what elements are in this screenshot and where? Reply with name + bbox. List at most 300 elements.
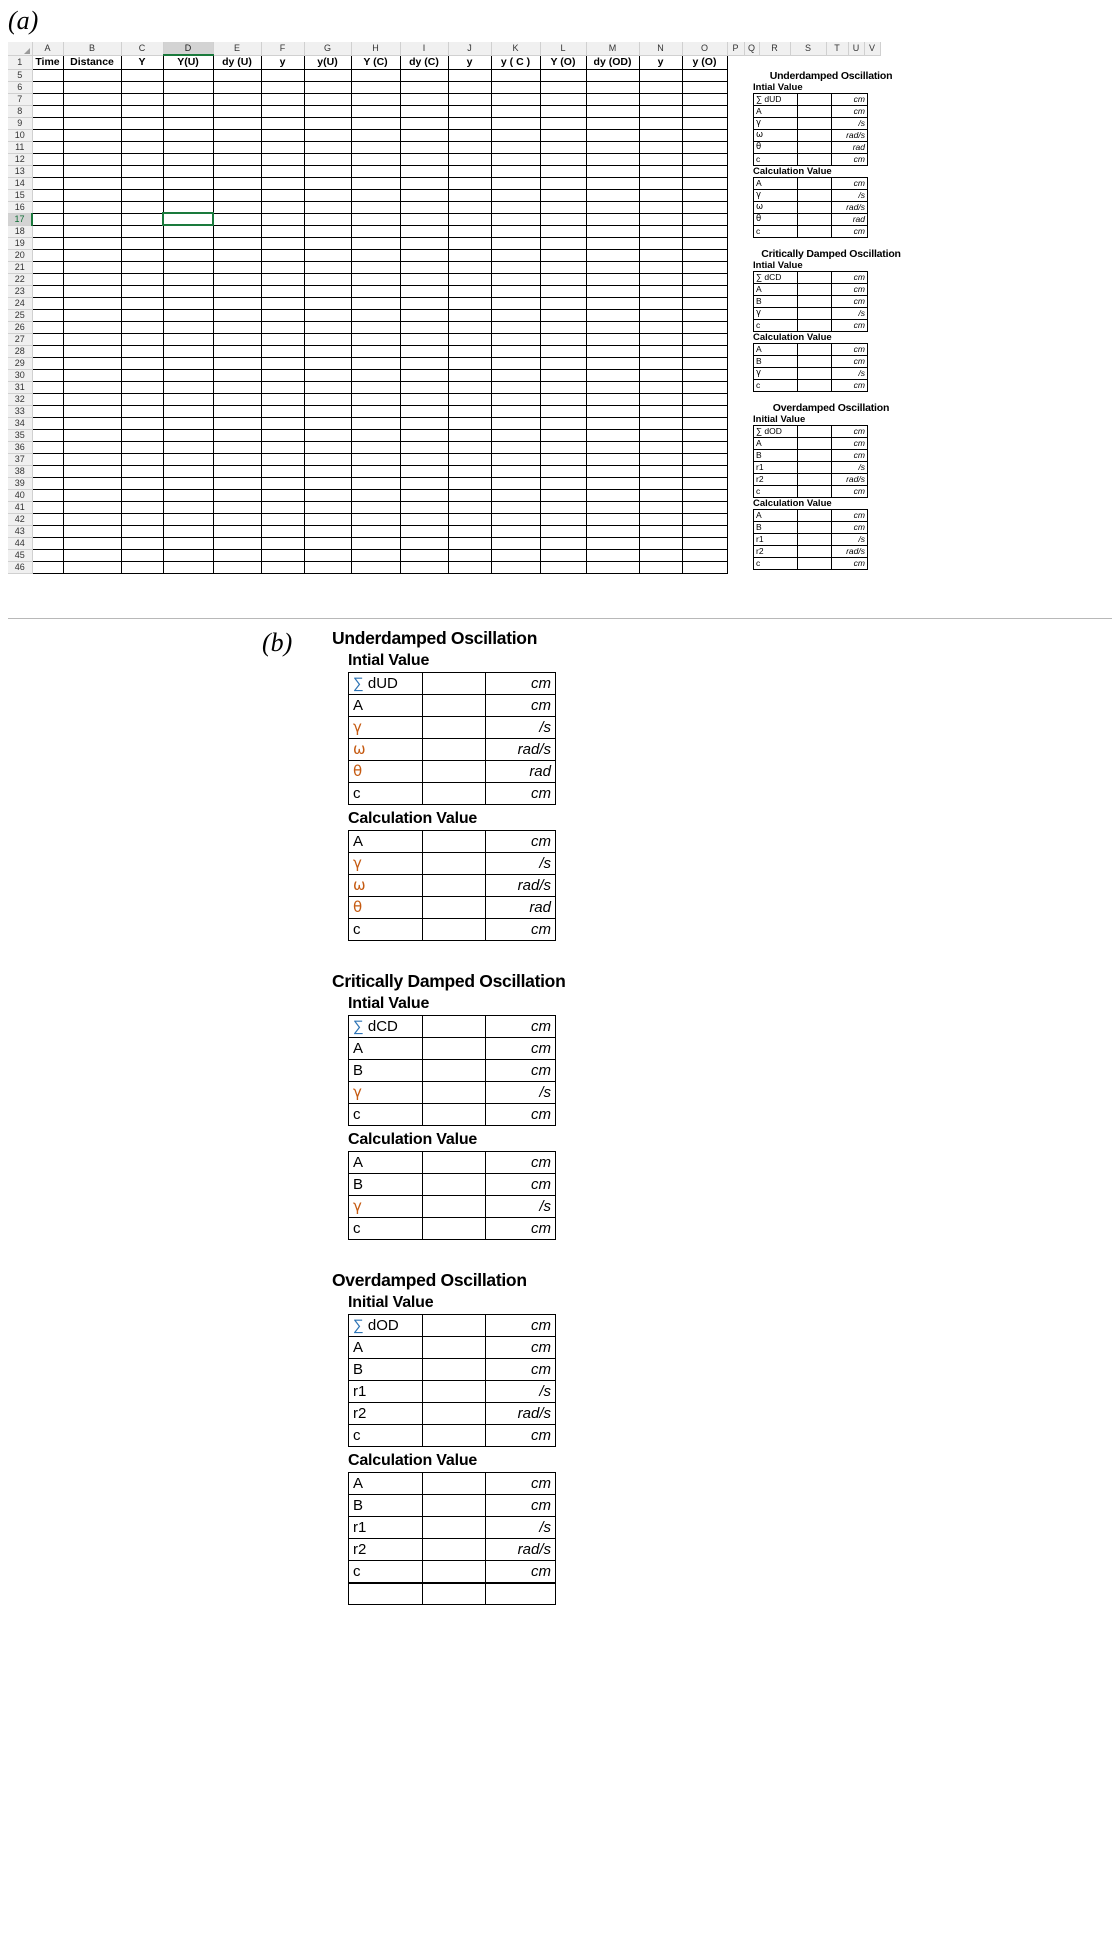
param-value-input[interactable] xyxy=(798,190,832,202)
cell-F21[interactable] xyxy=(261,261,304,273)
column-header-o[interactable]: O xyxy=(682,42,727,55)
param-row[interactable] xyxy=(754,558,868,570)
param-value-input[interactable] xyxy=(423,695,485,717)
param-row[interactable] xyxy=(349,1495,556,1517)
param-value-input[interactable] xyxy=(798,296,832,308)
cell-I26[interactable] xyxy=(400,321,448,333)
row-header-25[interactable]: 25 xyxy=(8,309,32,321)
cell-B44[interactable] xyxy=(63,537,121,549)
cell-K39[interactable] xyxy=(491,477,540,489)
cell-E30[interactable] xyxy=(213,369,261,381)
cell-C19[interactable] xyxy=(121,237,163,249)
cell-D11[interactable] xyxy=(163,141,213,153)
cell-B13[interactable] xyxy=(63,165,121,177)
cell-G18[interactable] xyxy=(304,225,351,237)
cell-I37[interactable] xyxy=(400,453,448,465)
cell-E39[interactable] xyxy=(213,477,261,489)
cell-B18[interactable] xyxy=(63,225,121,237)
cell-D45[interactable] xyxy=(163,549,213,561)
column-header-l[interactable]: L xyxy=(540,42,586,55)
cell-O11[interactable] xyxy=(682,141,727,153)
cell-F42[interactable] xyxy=(261,513,304,525)
param-value-input[interactable] xyxy=(423,1359,485,1381)
cell-J27[interactable] xyxy=(448,333,491,345)
cell-I44[interactable] xyxy=(400,537,448,549)
cell-H32[interactable] xyxy=(351,393,400,405)
cell-H44[interactable] xyxy=(351,537,400,549)
cell-D15[interactable] xyxy=(163,189,213,201)
cell-I32[interactable] xyxy=(400,393,448,405)
cell-B25[interactable] xyxy=(63,309,121,321)
cell-F28[interactable] xyxy=(261,345,304,357)
cell-L26[interactable] xyxy=(540,321,586,333)
cell-E41[interactable] xyxy=(213,501,261,513)
param-row[interactable] xyxy=(349,1425,556,1447)
cell-M11[interactable] xyxy=(586,141,639,153)
cell-C44[interactable] xyxy=(121,537,163,549)
param-row[interactable] xyxy=(349,1174,556,1196)
row-header-32[interactable]: 32 xyxy=(8,393,32,405)
cell-N31[interactable] xyxy=(639,381,682,393)
param-value-input[interactable] xyxy=(798,356,832,368)
cell-C29[interactable] xyxy=(121,357,163,369)
cell-B24[interactable] xyxy=(63,297,121,309)
column-header-b[interactable]: B xyxy=(63,42,121,55)
param-row[interactable] xyxy=(349,1517,556,1539)
param-row[interactable] xyxy=(349,1196,556,1218)
param-row[interactable] xyxy=(754,190,868,202)
param-value-input[interactable] xyxy=(423,897,485,919)
cell-O12[interactable] xyxy=(682,153,727,165)
cell-K18[interactable] xyxy=(491,225,540,237)
cell-C39[interactable] xyxy=(121,477,163,489)
cell-O42[interactable] xyxy=(682,513,727,525)
cell-D27[interactable] xyxy=(163,333,213,345)
cell-A8[interactable] xyxy=(32,105,63,117)
cell-B40[interactable] xyxy=(63,489,121,501)
cell-O34[interactable] xyxy=(682,417,727,429)
cell-M45[interactable] xyxy=(586,549,639,561)
row-header-21[interactable]: 21 xyxy=(8,261,32,273)
column-header-t[interactable]: T xyxy=(826,42,848,55)
cell-D22[interactable] xyxy=(163,273,213,285)
cell-M10[interactable] xyxy=(586,129,639,141)
cell-B31[interactable] xyxy=(63,381,121,393)
cell-N42[interactable] xyxy=(639,513,682,525)
cell-M16[interactable] xyxy=(586,201,639,213)
cell-G32[interactable] xyxy=(304,393,351,405)
cell-E32[interactable] xyxy=(213,393,261,405)
cell-D35[interactable] xyxy=(163,429,213,441)
cell-B46[interactable] xyxy=(63,561,121,573)
param-row[interactable] xyxy=(754,462,868,474)
cell-B43[interactable] xyxy=(63,525,121,537)
column-header-c[interactable]: C xyxy=(121,42,163,55)
cell-O15[interactable] xyxy=(682,189,727,201)
cell-F30[interactable] xyxy=(261,369,304,381)
cell-G42[interactable] xyxy=(304,513,351,525)
cell-L43[interactable] xyxy=(540,525,586,537)
cell-C33[interactable] xyxy=(121,405,163,417)
cell-D17[interactable] xyxy=(163,213,213,225)
cell-I18[interactable] xyxy=(400,225,448,237)
cell-N25[interactable] xyxy=(639,309,682,321)
cell-F9[interactable] xyxy=(261,117,304,129)
cell-M34[interactable] xyxy=(586,417,639,429)
cell-G33[interactable] xyxy=(304,405,351,417)
row-header-12[interactable]: 12 xyxy=(8,153,32,165)
cell-I17[interactable] xyxy=(400,213,448,225)
cell-M46[interactable] xyxy=(586,561,639,573)
cell-E45[interactable] xyxy=(213,549,261,561)
param-row[interactable] xyxy=(349,897,556,919)
cell-P1[interactable] xyxy=(727,55,744,69)
cell-O40[interactable] xyxy=(682,489,727,501)
param-row[interactable] xyxy=(754,226,868,238)
cell-C31[interactable] xyxy=(121,381,163,393)
calculation-value-table[interactable] xyxy=(753,343,868,392)
row-header-15[interactable]: 15 xyxy=(8,189,32,201)
cell-C30[interactable] xyxy=(121,369,163,381)
cell-H17[interactable] xyxy=(351,213,400,225)
param-row[interactable] xyxy=(754,426,868,438)
param-row[interactable] xyxy=(349,1016,556,1038)
param-value-input[interactable] xyxy=(423,1517,485,1539)
cell-G41[interactable] xyxy=(304,501,351,513)
cell-O16[interactable] xyxy=(682,201,727,213)
cell-N32[interactable] xyxy=(639,393,682,405)
cell-H15[interactable] xyxy=(351,189,400,201)
cell-B11[interactable] xyxy=(63,141,121,153)
cell-L8[interactable] xyxy=(540,105,586,117)
cell-B6[interactable] xyxy=(63,81,121,93)
cell-O27[interactable] xyxy=(682,333,727,345)
cell-M9[interactable] xyxy=(586,117,639,129)
param-row[interactable] xyxy=(754,178,868,190)
cell-G26[interactable] xyxy=(304,321,351,333)
cell-L32[interactable] xyxy=(540,393,586,405)
column-header-q[interactable]: Q xyxy=(744,42,759,55)
row-header-19[interactable]: 19 xyxy=(8,237,32,249)
cell-I23[interactable] xyxy=(400,285,448,297)
cell-G22[interactable] xyxy=(304,273,351,285)
cell-L22[interactable] xyxy=(540,273,586,285)
cell-G27[interactable] xyxy=(304,333,351,345)
cell-J8[interactable] xyxy=(448,105,491,117)
cell-M6[interactable] xyxy=(586,81,639,93)
cell-M13[interactable] xyxy=(586,165,639,177)
cell-K26[interactable] xyxy=(491,321,540,333)
cell-L24[interactable] xyxy=(540,297,586,309)
row-header-36[interactable]: 36 xyxy=(8,441,32,453)
cell-B33[interactable] xyxy=(63,405,121,417)
cell-K35[interactable] xyxy=(491,429,540,441)
cell-D39[interactable] xyxy=(163,477,213,489)
cell-G10[interactable] xyxy=(304,129,351,141)
cell-K22[interactable] xyxy=(491,273,540,285)
cell-A44[interactable] xyxy=(32,537,63,549)
cell-L30[interactable] xyxy=(540,369,586,381)
cell-M23[interactable] xyxy=(586,285,639,297)
cell-N38[interactable] xyxy=(639,465,682,477)
cell-G31[interactable] xyxy=(304,381,351,393)
cell-I8[interactable] xyxy=(400,105,448,117)
cell-D25[interactable] xyxy=(163,309,213,321)
cell-E37[interactable] xyxy=(213,453,261,465)
cell-N33[interactable] xyxy=(639,405,682,417)
cell-M24[interactable] xyxy=(586,297,639,309)
cell-I45[interactable] xyxy=(400,549,448,561)
cell-B42[interactable] xyxy=(63,513,121,525)
cell-M15[interactable] xyxy=(586,189,639,201)
cell-E15[interactable] xyxy=(213,189,261,201)
param-row[interactable] xyxy=(349,739,556,761)
cell-J23[interactable] xyxy=(448,285,491,297)
cell-C28[interactable] xyxy=(121,345,163,357)
cell-O45[interactable] xyxy=(682,549,727,561)
cell-C34[interactable] xyxy=(121,417,163,429)
cell-H25[interactable] xyxy=(351,309,400,321)
param-row[interactable] xyxy=(349,1584,556,1605)
cell-A27[interactable] xyxy=(32,333,63,345)
cell-L41[interactable] xyxy=(540,501,586,513)
cell-E31[interactable] xyxy=(213,381,261,393)
cell-F7[interactable] xyxy=(261,93,304,105)
cell-N45[interactable] xyxy=(639,549,682,561)
cell-A13[interactable] xyxy=(32,165,63,177)
cell-L36[interactable] xyxy=(540,441,586,453)
cell-L27[interactable] xyxy=(540,333,586,345)
cell-D21[interactable] xyxy=(163,261,213,273)
row-header-38[interactable]: 38 xyxy=(8,465,32,477)
cell-C27[interactable] xyxy=(121,333,163,345)
cell-L35[interactable] xyxy=(540,429,586,441)
param-value-input[interactable] xyxy=(423,1561,485,1583)
cell-O21[interactable] xyxy=(682,261,727,273)
cell-A17[interactable] xyxy=(32,213,63,225)
cell-K20[interactable] xyxy=(491,249,540,261)
cell-M12[interactable] xyxy=(586,153,639,165)
cell-D43[interactable] xyxy=(163,525,213,537)
cell-N18[interactable] xyxy=(639,225,682,237)
cell-K46[interactable] xyxy=(491,561,540,573)
cell-H8[interactable] xyxy=(351,105,400,117)
cell-B29[interactable] xyxy=(63,357,121,369)
cell-D46[interactable] xyxy=(163,561,213,573)
cell-H21[interactable] xyxy=(351,261,400,273)
cell-J16[interactable] xyxy=(448,201,491,213)
cell-H40[interactable] xyxy=(351,489,400,501)
cell-J45[interactable] xyxy=(448,549,491,561)
cell-O43[interactable] xyxy=(682,525,727,537)
cell-G14[interactable] xyxy=(304,177,351,189)
cell-K44[interactable] xyxy=(491,537,540,549)
cell-O41[interactable] xyxy=(682,501,727,513)
cell-L10[interactable] xyxy=(540,129,586,141)
cell-I39[interactable] xyxy=(400,477,448,489)
param-value-input[interactable] xyxy=(423,1539,485,1561)
cell-L16[interactable] xyxy=(540,201,586,213)
cell-D32[interactable] xyxy=(163,393,213,405)
cell-N8[interactable] xyxy=(639,105,682,117)
cell-C18[interactable] xyxy=(121,225,163,237)
param-value-input[interactable] xyxy=(798,308,832,320)
param-row[interactable] xyxy=(349,783,556,805)
cell-G21[interactable] xyxy=(304,261,351,273)
column-title-d[interactable]: Y(U) xyxy=(163,55,213,69)
row-header-23[interactable]: 23 xyxy=(8,285,32,297)
cell-K14[interactable] xyxy=(491,177,540,189)
row-header-33[interactable]: 33 xyxy=(8,405,32,417)
param-row[interactable] xyxy=(754,296,868,308)
cell-C45[interactable] xyxy=(121,549,163,561)
calculation-value-table[interactable] xyxy=(753,177,868,238)
cell-F17[interactable] xyxy=(261,213,304,225)
column-header-j[interactable]: J xyxy=(448,42,491,55)
cell-C43[interactable] xyxy=(121,525,163,537)
param-row[interactable] xyxy=(754,154,868,166)
cell-L38[interactable] xyxy=(540,465,586,477)
cell-H42[interactable] xyxy=(351,513,400,525)
cell-E42[interactable] xyxy=(213,513,261,525)
cell-C32[interactable] xyxy=(121,393,163,405)
cell-G29[interactable] xyxy=(304,357,351,369)
cell-J35[interactable] xyxy=(448,429,491,441)
column-header-u[interactable]: U xyxy=(848,42,864,55)
cell-O35[interactable] xyxy=(682,429,727,441)
cell-A19[interactable] xyxy=(32,237,63,249)
cell-F31[interactable] xyxy=(261,381,304,393)
param-value-input[interactable] xyxy=(798,510,832,522)
cell-I34[interactable] xyxy=(400,417,448,429)
cell-A33[interactable] xyxy=(32,405,63,417)
cell-J15[interactable] xyxy=(448,189,491,201)
cell-O6[interactable] xyxy=(682,81,727,93)
cell-K6[interactable] xyxy=(491,81,540,93)
param-value-input[interactable] xyxy=(798,438,832,450)
cell-G17[interactable] xyxy=(304,213,351,225)
param-value-input[interactable] xyxy=(798,202,832,214)
cell-C16[interactable] xyxy=(121,201,163,213)
param-row[interactable] xyxy=(754,368,868,380)
cell-N34[interactable] xyxy=(639,417,682,429)
row-header-16[interactable]: 16 xyxy=(8,201,32,213)
param-row[interactable] xyxy=(349,1539,556,1561)
cell-G25[interactable] xyxy=(304,309,351,321)
cell-H39[interactable] xyxy=(351,477,400,489)
param-row[interactable] xyxy=(754,450,868,462)
param-row[interactable] xyxy=(754,130,868,142)
cell-E29[interactable] xyxy=(213,357,261,369)
cell-M38[interactable] xyxy=(586,465,639,477)
cell-F11[interactable] xyxy=(261,141,304,153)
cell-I14[interactable] xyxy=(400,177,448,189)
trailing-partial-row[interactable] xyxy=(348,1583,556,1605)
cell-I16[interactable] xyxy=(400,201,448,213)
cell-K40[interactable] xyxy=(491,489,540,501)
cell-M22[interactable] xyxy=(586,273,639,285)
param-value-input[interactable] xyxy=(798,462,832,474)
cell-D12[interactable] xyxy=(163,153,213,165)
cell-J33[interactable] xyxy=(448,405,491,417)
cell-F18[interactable] xyxy=(261,225,304,237)
param-value-input[interactable] xyxy=(423,1403,485,1425)
cell-F5[interactable] xyxy=(261,69,304,81)
cell-O29[interactable] xyxy=(682,357,727,369)
column-title-l[interactable]: Y (O) xyxy=(540,55,586,69)
cell-I19[interactable] xyxy=(400,237,448,249)
cell-I22[interactable] xyxy=(400,273,448,285)
cell-D40[interactable] xyxy=(163,489,213,501)
column-header-d[interactable]: D xyxy=(163,42,213,55)
cell-D36[interactable] xyxy=(163,441,213,453)
cell-M5[interactable] xyxy=(586,69,639,81)
cell-F13[interactable] xyxy=(261,165,304,177)
column-title-o[interactable]: y (O) xyxy=(682,55,727,69)
cell-J25[interactable] xyxy=(448,309,491,321)
cell-E33[interactable] xyxy=(213,405,261,417)
column-title-i[interactable]: dy (C) xyxy=(400,55,448,69)
cell-K10[interactable] xyxy=(491,129,540,141)
cell-D13[interactable] xyxy=(163,165,213,177)
cell-N39[interactable] xyxy=(639,477,682,489)
param-value-input[interactable] xyxy=(798,320,832,332)
cell-C37[interactable] xyxy=(121,453,163,465)
cell-O32[interactable] xyxy=(682,393,727,405)
param-row[interactable] xyxy=(754,308,868,320)
cell-H38[interactable] xyxy=(351,465,400,477)
cell-B22[interactable] xyxy=(63,273,121,285)
cell-B35[interactable] xyxy=(63,429,121,441)
cell-H22[interactable] xyxy=(351,273,400,285)
cell-O13[interactable] xyxy=(682,165,727,177)
cell-L11[interactable] xyxy=(540,141,586,153)
cell-J31[interactable] xyxy=(448,381,491,393)
column-header-p[interactable]: P xyxy=(727,42,744,55)
cell-C42[interactable] xyxy=(121,513,163,525)
param-row[interactable] xyxy=(349,919,556,941)
param-value-input[interactable] xyxy=(423,783,485,805)
cell-D5[interactable] xyxy=(163,69,213,81)
cell-L13[interactable] xyxy=(540,165,586,177)
column-title-b[interactable]: Distance xyxy=(63,55,121,69)
cell-J37[interactable] xyxy=(448,453,491,465)
row-header-44[interactable]: 44 xyxy=(8,537,32,549)
cell-J34[interactable] xyxy=(448,417,491,429)
cell-I36[interactable] xyxy=(400,441,448,453)
cell-S1[interactable] xyxy=(790,55,826,69)
cell-C26[interactable] xyxy=(121,321,163,333)
cell-E5[interactable] xyxy=(213,69,261,81)
initial-value-table[interactable] xyxy=(753,93,868,166)
cell-M33[interactable] xyxy=(586,405,639,417)
cell-B15[interactable] xyxy=(63,189,121,201)
cell-T1[interactable] xyxy=(826,55,848,69)
cell-G36[interactable] xyxy=(304,441,351,453)
param-value-input[interactable] xyxy=(423,853,485,875)
cell-I31[interactable] xyxy=(400,381,448,393)
cell-I29[interactable] xyxy=(400,357,448,369)
cell-F33[interactable] xyxy=(261,405,304,417)
row-header-9[interactable]: 9 xyxy=(8,117,32,129)
cell-K8[interactable] xyxy=(491,105,540,117)
cell-B30[interactable] xyxy=(63,369,121,381)
cell-K31[interactable] xyxy=(491,381,540,393)
cell-M17[interactable] xyxy=(586,213,639,225)
cell-L9[interactable] xyxy=(540,117,586,129)
cell-G38[interactable] xyxy=(304,465,351,477)
row-header-22[interactable]: 22 xyxy=(8,273,32,285)
